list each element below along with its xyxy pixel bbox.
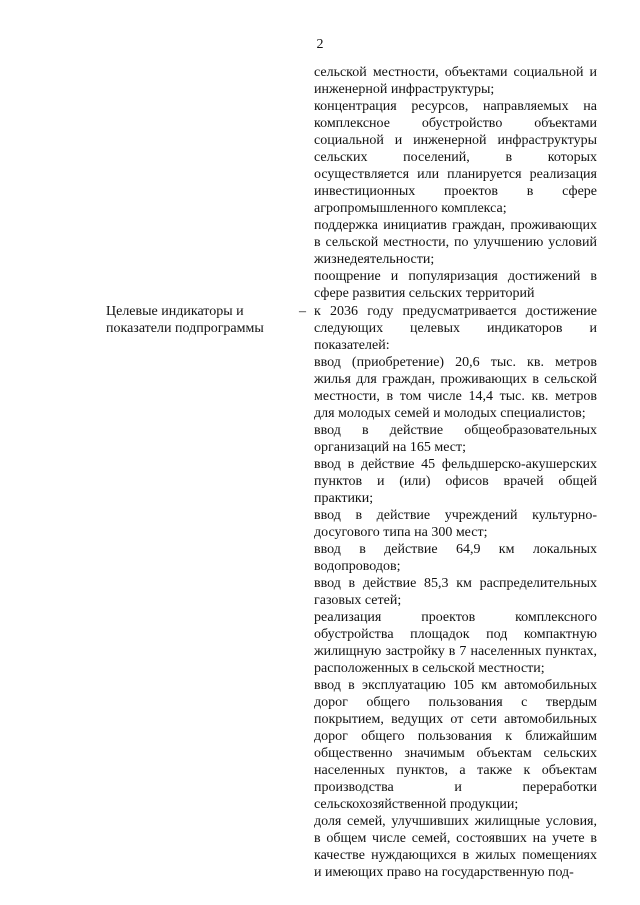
paragraph: ввод в действие 64,9 км локальных водопроводов; <box>314 542 597 574</box>
paragraph: концентрация ресурсов, направляемых на комплексное обустройство объектами социальной и инженерной инфраструктуры сельских поселений, в которых осуществляется или планируется реализация инвестиционных проектов в сфере агропромышленного комплекса; <box>314 99 597 216</box>
paragraph: ввод в действие учреждений культурно-досугового типа на 300 мест; <box>314 508 597 540</box>
paragraph: к 2036 году предусматривается достижение следующих целевых индикаторов и показателей: <box>314 304 597 353</box>
indicators-text <box>314 303 597 881</box>
paragraph: сельской местности, объектами социальной и инженерной инфраструктуры; <box>314 65 597 97</box>
paragraph: ввод в эксплуатацию 105 км автомобильных дорог общего пользования с твердым покрытием, ведущих от сети автомобильных дорог общего пользования к ближайшим общественно значимым объектам сельских населенных пунктов, а также к объектам производства и переработки сельскохозяйственной продукции; <box>314 678 597 812</box>
paragraph: ввод в действие 85,3 км распределительных газовых сетей; <box>314 576 597 608</box>
page-number: 2 <box>316 37 324 52</box>
indicators-label: Целевые индикаторы и показатели подпрограммы <box>106 304 264 336</box>
paragraph: реализация проектов комплексного обустройства площадок под компактную жилищную застройку в 7 населенных пунктах, расположенных в сельской местности; <box>314 610 597 676</box>
paragraph: ввод в действие общеобразовательных организаций на 165 мест; <box>314 423 597 455</box>
label-dash: – <box>299 304 306 319</box>
paragraph: ввод в действие 45 фельдшерско-акушерских пунктов и (или) офисов врачей общей практики; <box>314 457 597 506</box>
paragraph: поощрение и популяризация достижений в сфере развития сельских территорий <box>314 269 597 301</box>
paragraph: ввод (приобретение) 20,6 тыс. кв. метров жилья для граждан, проживающих в сельской местности, в том числе 14,4 тыс. кв. метров для молодых семей и молодых специалистов; <box>314 355 597 421</box>
top-section-text <box>314 64 597 302</box>
paragraph: доля семей, улучшивших жилищные условия, в общем числе семей, состоявших на учете в качестве нуждающихся в жилых помещениях и имеющих право на государственную под- <box>314 814 597 880</box>
paragraph: поддержка инициатив граждан, проживающих в сельской местности, по улучшению условий жизнедеятельности; <box>314 218 597 267</box>
